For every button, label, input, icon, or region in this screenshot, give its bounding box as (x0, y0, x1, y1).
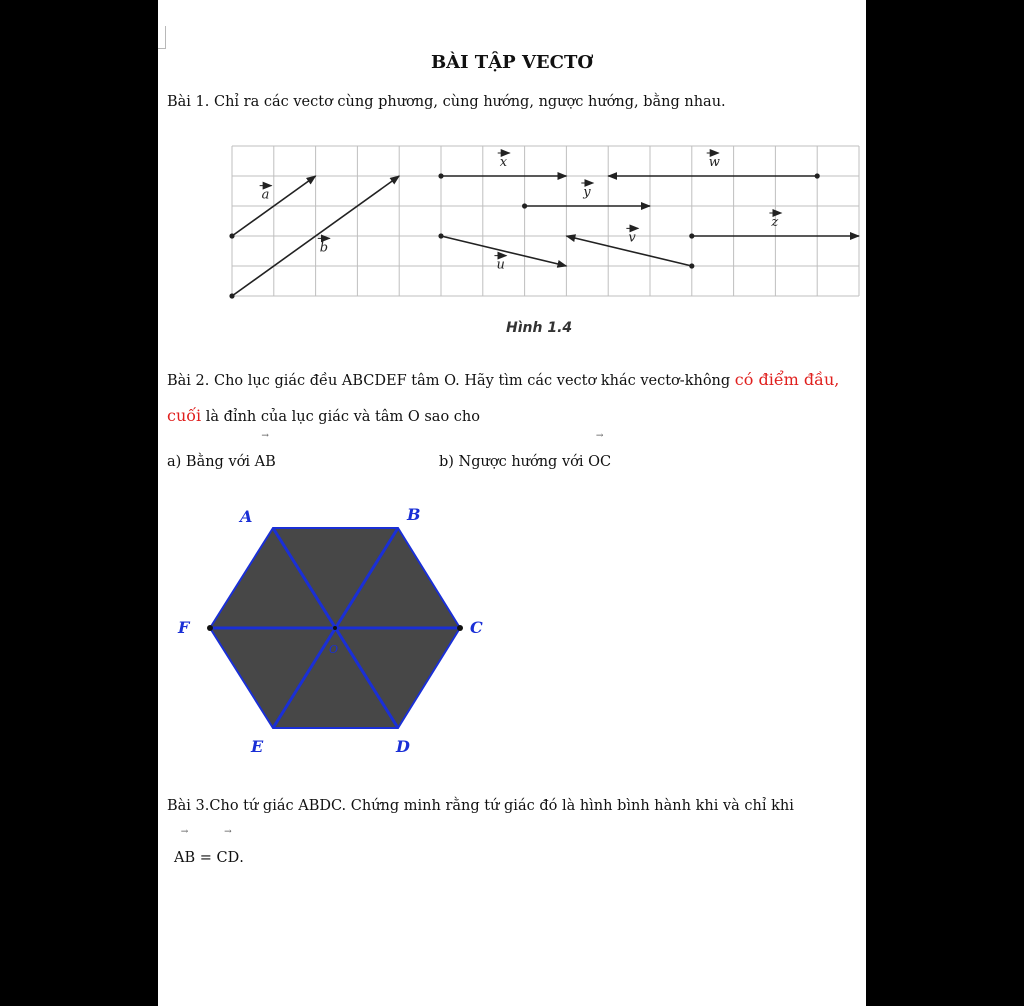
vector-arrow-icon: → (180, 827, 189, 837)
vector-v-origin-dot (689, 263, 694, 268)
vector-ab-label: AB (174, 850, 196, 866)
equation-period: . (239, 850, 244, 866)
vector-a-origin-dot (229, 233, 234, 238)
vector-x-label: x (499, 155, 508, 170)
vector-ab-label: AB (254, 454, 276, 470)
exercise-3-text: Bài 3.Cho tứ giác ABDC. Chứng minh rằng tứ giác đó là hình bình hành khi và chỉ khi (167, 798, 794, 814)
vector-v-label: v (628, 230, 636, 246)
vector-cd (216, 827, 240, 866)
vector-cd-label: CD (216, 850, 240, 866)
exercise-2-line-1 (167, 370, 839, 389)
equals-sign: = (195, 850, 217, 866)
vector-b-label: b (319, 240, 329, 256)
vector-b-origin-dot (229, 293, 234, 298)
part-a-prefix: a) Bằng với (167, 454, 255, 470)
exercise-2-line-2-text: là đỉnh của lục giác và tâm O sao cho (201, 409, 480, 425)
center-o-dot (333, 626, 337, 630)
vector-oc-label: OC (588, 454, 612, 470)
vertex-label-e: E (251, 737, 264, 756)
exercise-2-part-b (439, 431, 612, 470)
vector-w-origin-dot (815, 173, 820, 178)
figure-caption: Hình 1.4 (506, 320, 573, 336)
exercise-2-part-a (167, 431, 276, 470)
page-corner-mark (158, 26, 166, 49)
exercise-3-equation (174, 827, 244, 866)
vector-z-label: z (771, 215, 779, 230)
grid-lines (232, 146, 859, 296)
part-b-prefix: b) Ngược hướng với (439, 454, 589, 470)
vector-ab (254, 431, 276, 470)
vector-u-origin-dot (438, 233, 443, 238)
vertex-label-d: D (396, 737, 410, 756)
document-page (158, 0, 866, 1006)
vector-w-label: w (708, 155, 720, 170)
vertex-label-a: A (240, 507, 253, 526)
vector-arrow-icon: → (224, 827, 232, 837)
document-title: BÀI TẬP VECTƠ (430, 52, 594, 73)
vertex-label-f: F (178, 618, 190, 637)
vector-oc (588, 431, 612, 470)
vertex-label-b: B (407, 505, 421, 524)
vector-ab (174, 827, 196, 866)
exercise-1-text: Bài 1. Chỉ ra các vectơ cùng phương, cùng hướng, ngược hướng, bằng nhau. (167, 94, 726, 110)
vector-set (229, 153, 859, 299)
vector-z-origin-dot (689, 233, 694, 238)
vector-grid-figure (228, 140, 866, 310)
vector-y-label: y (583, 185, 591, 200)
vector-u-label: u (496, 257, 505, 273)
vector-a-label: a (261, 187, 270, 203)
vertex-label-c: C (470, 618, 483, 637)
center-label-o: O (329, 643, 339, 656)
vertex-c-dot (457, 625, 463, 631)
exercise-2-line-1-highlight: có điểm đầu, (734, 370, 840, 389)
hexagon-figure (158, 495, 518, 765)
vector-y-origin-dot (522, 203, 527, 208)
vertex-f-dot (207, 625, 213, 631)
vector-x-origin-dot (438, 173, 443, 178)
vector-arrow-icon: → (595, 431, 604, 441)
exercise-2-line-1-text: Bài 2. Cho lục giác đều ABCDEF tâm O. Hãy tìm các vectơ khác vectơ-không (167, 373, 735, 389)
vector-arrow-icon: → (261, 431, 269, 441)
exercise-2-line-2 (167, 406, 480, 425)
exercise-2-line-2-highlight: cuối (167, 406, 202, 425)
